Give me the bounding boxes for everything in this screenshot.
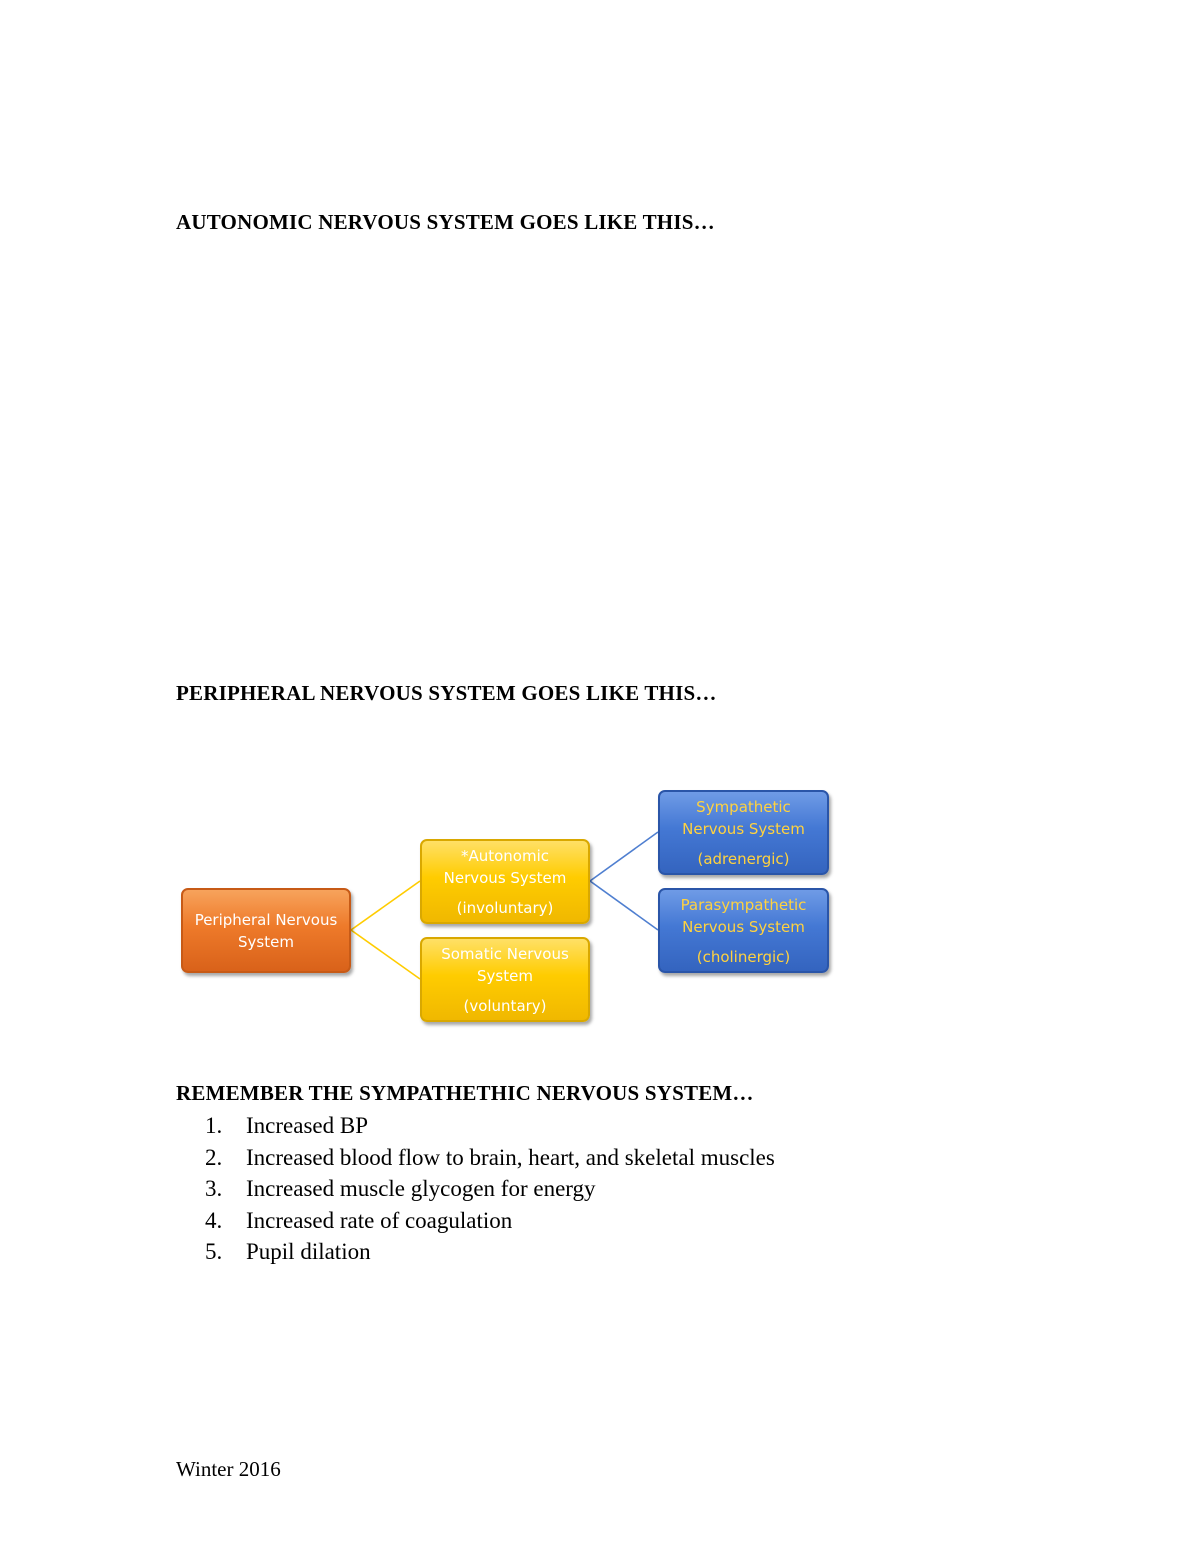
somatic-line2: System (477, 966, 533, 985)
page-footer: Winter 2016 (176, 1457, 281, 1481)
sympathetic-sub: (adrenergic) (697, 849, 790, 868)
list-item-text: Increased rate of coagulation (246, 1207, 513, 1233)
somatic-sub: (voluntary) (463, 996, 547, 1015)
peripheral-line1: Peripheral Nervous (194, 910, 338, 929)
sympathetic-line1: Sympathetic (696, 797, 791, 816)
autonomic-nervous-system-box (420, 839, 590, 924)
list-item (205, 1142, 775, 1174)
parasympathetic-line2: Nervous System (682, 917, 805, 936)
parasympathetic-sub: (cholinergic) (696, 947, 791, 966)
list-item-number: 5. (205, 1239, 223, 1264)
autonomic-sub: (involuntary) (456, 898, 554, 917)
peripheral-line2: System (238, 932, 294, 951)
autonomic-line2: Nervous System (443, 868, 567, 887)
autonomic-line1: *Autonomic (460, 846, 550, 865)
list-item-number: 4. (205, 1207, 223, 1233)
connector-pns-ans (351, 881, 420, 930)
somatic-nervous-system-box (420, 937, 590, 1022)
remember-heading: REMEMBER THE SYMPATHETHIC NERVOUS SYSTEM… (176, 1081, 754, 1105)
list-item (205, 1205, 775, 1237)
list-item (205, 1173, 775, 1205)
list-item-text: Increased BP (246, 1113, 368, 1138)
connector-ans-para (590, 881, 658, 930)
sympathetic-line2: Nervous System (682, 819, 805, 838)
parasympathetic-nervous-system-box (658, 888, 829, 973)
peripheral-heading: PERIPHERAL NERVOUS SYSTEM GOES LIKE THIS… (176, 681, 717, 705)
somatic-line1: Somatic Nervous (441, 944, 569, 963)
peripheral-nervous-system-box (181, 888, 351, 973)
sympathetic-nervous-system-box (658, 790, 829, 875)
autonomic-heading: AUTONOMIC NERVOUS SYSTEM GOES LIKE THIS… (176, 210, 715, 234)
connector-ans-sym (590, 832, 658, 881)
sympathetic-effects-list (205, 1110, 775, 1268)
connector-pns-sns (351, 930, 420, 979)
list-item (205, 1110, 775, 1142)
list-item-text: Increased blood flow to brain, heart, and skeletal muscles (246, 1144, 775, 1170)
list-item-text: Increased muscle glycogen for energy (246, 1176, 596, 1201)
list-item-number: 1. (205, 1113, 223, 1138)
list-item-text: Pupil dilation (246, 1239, 371, 1264)
list-item (205, 1236, 775, 1268)
parasympathetic-line1: Parasympathetic (680, 895, 807, 914)
list-item-number: 3. (205, 1176, 223, 1201)
list-item-number: 2. (205, 1144, 223, 1170)
